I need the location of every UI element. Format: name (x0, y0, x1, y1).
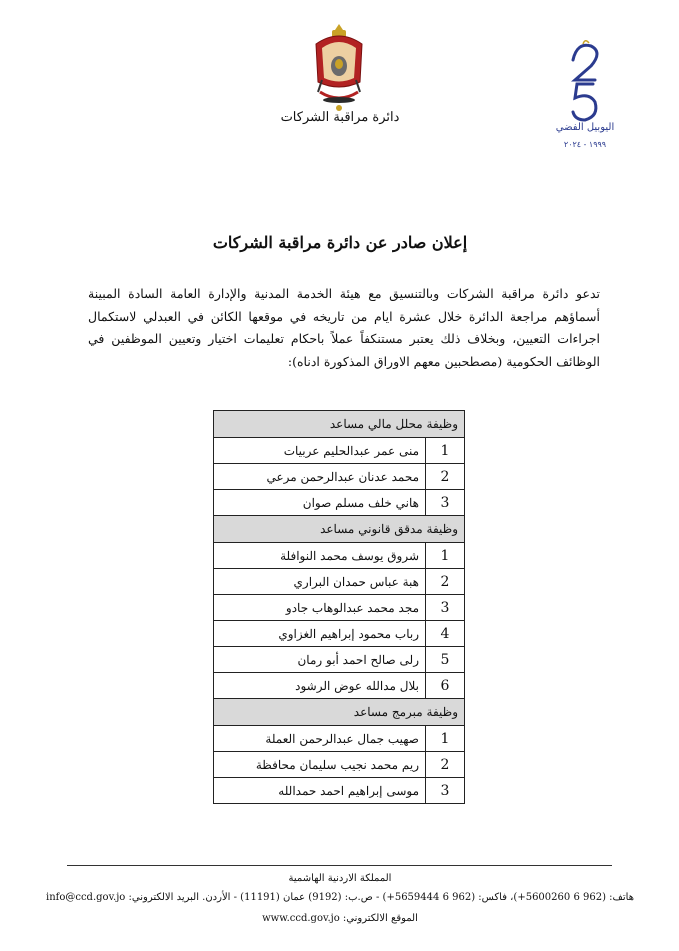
row-name: بلال مدالله عوض الرشود (214, 673, 426, 699)
table-row (214, 438, 465, 464)
row-number: 1 (426, 438, 465, 464)
department-name: دائرة مراقبة الشركات (280, 110, 400, 125)
row-name: رباب محمود إبراهيم الغزاوي (214, 621, 426, 647)
footer-divider (67, 865, 612, 866)
row-number: 5 (426, 647, 465, 673)
row-number: 6 (426, 673, 465, 699)
footer-contact: هاتف: (962 6 5600260+)، فاكس: (962 6 5659444+) - ص.ب: (9192) عمان (11191) - الأردن. البريد الالكتروني: info@ccd.gov.jo (46, 892, 634, 903)
section-header-row (214, 411, 465, 438)
table-row (214, 490, 465, 516)
row-name: مجد محمد عبدالوهاب جادو (214, 595, 426, 621)
row-number: 3 (426, 778, 465, 804)
table-row (214, 673, 465, 699)
row-name: صهيب جمال عبدالرحمن العملة (214, 726, 426, 752)
row-number: 2 (426, 464, 465, 490)
announcement-body: تدعو دائرة مراقبة الشركات وبالتنسيق مع هيئة الخدمة المدنية والإدارة العامة السادة المبينة أسماؤهم مراجعة الدائرة خلال عشرة ايام من تاريخه في موقعها الكائن في العبدلي لاستكمال اجراءات التعيين، وبخلاف ذلك يعتبر مستنكفاً عملاً باحكام تعليمات اختيار وتعيين الموظفين في الوظائف الحكومية (مصطحبين معهم الاوراق المذكورة ادناه): (88, 286, 600, 369)
row-number: 1 (426, 543, 465, 569)
row-number: 1 (426, 726, 465, 752)
jubilee-caption: اليوبيل الفضي (555, 122, 615, 133)
section-title: وظيفة مدقق قانوني مساعد (214, 516, 465, 543)
table-row (214, 647, 465, 673)
table-row (214, 621, 465, 647)
row-number: 2 (426, 752, 465, 778)
footer-country: المملكة الاردنية الهاشمية (288, 873, 392, 884)
row-name: شروق يوسف محمد النوافلة (214, 543, 426, 569)
table-row (214, 778, 465, 804)
row-name: هبة عباس حمدان البراري (214, 569, 426, 595)
row-number: 4 (426, 621, 465, 647)
silver-jubilee-logo-icon (555, 40, 615, 150)
announcement-title: إعلان صادر عن دائرة مراقبة الشركات (212, 233, 468, 252)
table-row (214, 726, 465, 752)
section-title: وظيفة محلل مالي مساعد (214, 411, 465, 438)
row-name: منى عمر عبدالحليم عربيات (214, 438, 426, 464)
royal-crest-icon (308, 22, 370, 114)
row-name: رلى صالح احمد أبو رمان (214, 647, 426, 673)
appointees-table (213, 410, 465, 804)
row-name: محمد عدنان عبدالرحمن مرعي (214, 464, 426, 490)
row-number: 3 (426, 490, 465, 516)
table-row (214, 569, 465, 595)
row-name: هاني خلف مسلم صوان (214, 490, 426, 516)
table-row (214, 464, 465, 490)
row-name: ريم محمد نجيب سليمان محافظة (214, 752, 426, 778)
row-number: 3 (426, 595, 465, 621)
section-title: وظيفة مبرمج مساعد (214, 699, 465, 726)
section-header-row (214, 516, 465, 543)
row-number: 2 (426, 569, 465, 595)
section-header-row (214, 699, 465, 726)
table-row (214, 543, 465, 569)
footer-website: الموقع الالكتروني: www.ccd.gov.jo (262, 913, 418, 924)
table-row (214, 595, 465, 621)
table-row (214, 752, 465, 778)
row-name: موسى إبراهيم احمد حمدالله (214, 778, 426, 804)
jubilee-years: ١٩٩٩ - ٢٠٢٤ (563, 140, 607, 149)
